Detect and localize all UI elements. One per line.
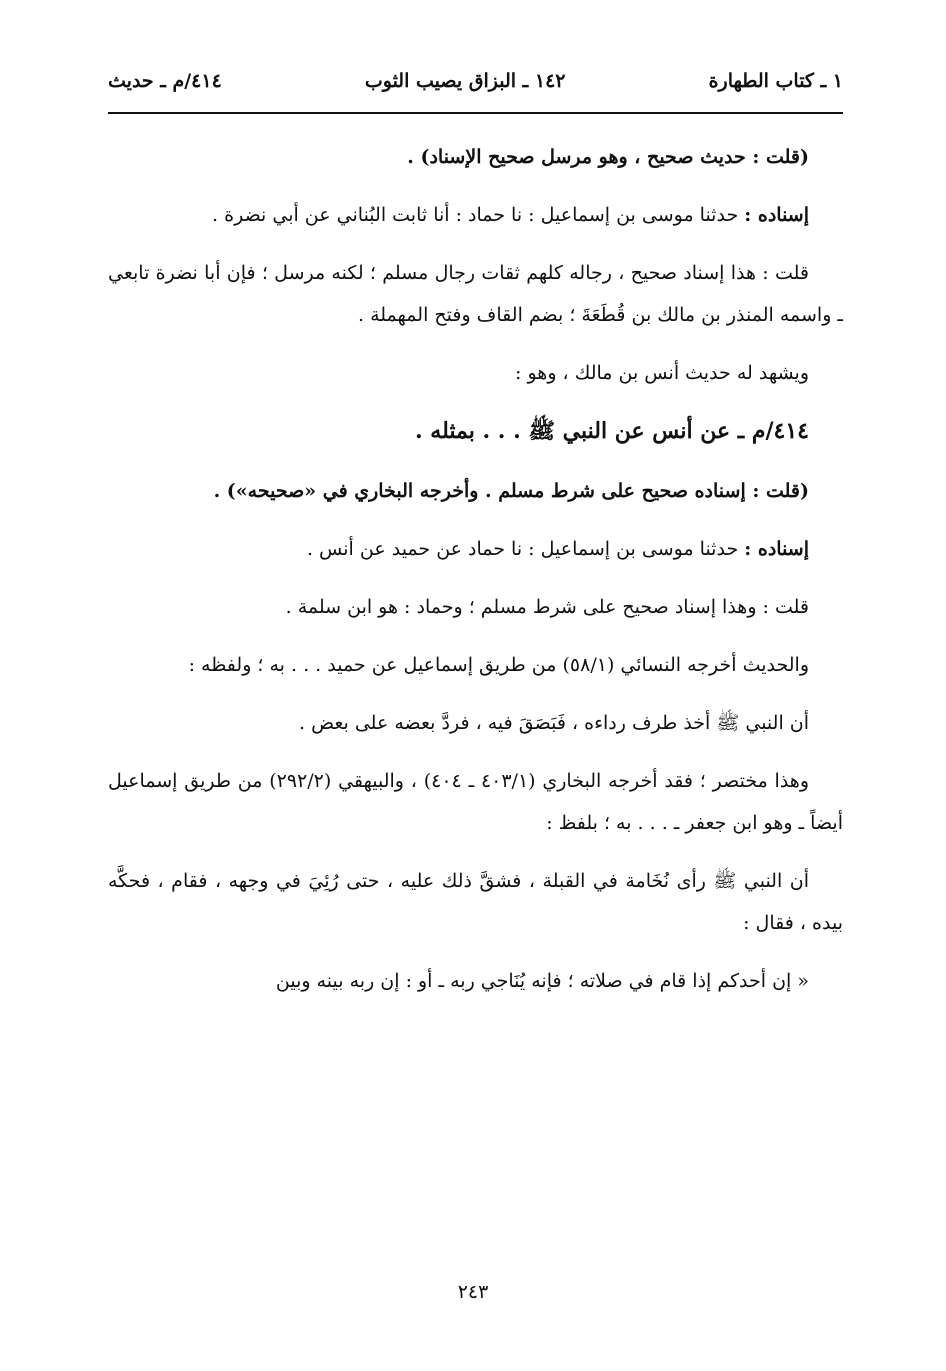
header-book-title: ١ ـ كتاب الطهارة xyxy=(708,70,843,92)
paragraph-text: « إن أحدكم إذا قام في صلاته ؛ فإنه يُنَاجي ربه ـ أو : إن ربه بينه وبين xyxy=(275,970,809,992)
paragraph-text: حدثنا موسى بن إسماعيل : نا حماد : أنا ثابت البُناني عن أبي نضرة . xyxy=(212,204,745,226)
paragraph-witness xyxy=(108,352,843,394)
paragraph-isnad xyxy=(108,528,843,570)
paragraph-text: وهذا مختصر ؛ فقد أخرجه البخاري (٤٠٣/١ ـ ٤٠٤) ، والبيهقي (٢٩٢/٢) من طريق إسماعيل أيضاً ـ وهو ابن جعفر ـ . . . به ؛ بلفظ : xyxy=(108,770,843,834)
paragraph-text: قلت : هذا إسناد صحيح ، رجاله كلهم ثقات رجال مسلم ؛ لكنه مرسل ؛ فإن أبا نضرة تابعي ـ واسمه المنذر بن مالك بن قُطَعَةَ ؛ بضم القاف وفتح المهملة . xyxy=(108,262,843,326)
paragraph-text: (قلت : إسناده صحيح على شرط مسلم . وأخرجه البخاري في «صحيحه») . xyxy=(213,480,809,502)
paragraph-verdict xyxy=(108,136,843,178)
paragraph-text: أن النبي ﷺ أخذ طرف رداءه ، فَبَصَقَ فيه ، فردَّ بعضه على بعض . xyxy=(299,712,809,734)
paragraph-text: قلت : وهذا إسناد صحيح على شرط مسلم ؛ وحماد : هو ابن سلمة . xyxy=(285,596,809,618)
paragraph-text: ويشهد له حديث أنس بن مالك ، وهو : xyxy=(515,362,809,384)
header-hadith-number: ٤١٤/م ـ حديث xyxy=(108,70,222,92)
paragraph-takhrij xyxy=(108,760,843,844)
paragraph-isnad xyxy=(108,194,843,236)
paragraph-commentary xyxy=(108,586,843,628)
paragraph-text: والحديث أخرجه النسائي (٥٨/١) من طريق إسماعيل عن حميد . . . به ؛ ولفظه : xyxy=(188,654,809,676)
paragraph-commentary xyxy=(108,252,843,336)
paragraph-verdict xyxy=(108,470,843,512)
paragraph-text: (قلت : حديث صحيح ، وهو مرسل صحيح الإسناد) . xyxy=(407,146,809,168)
paragraph-quote xyxy=(108,702,843,744)
page-number: ٢٤٣ xyxy=(457,1281,489,1303)
paragraph-hadith-heading xyxy=(108,410,843,452)
paragraph-label: إسناده : xyxy=(744,204,809,226)
paragraph-label: إسناده : xyxy=(744,538,809,560)
paragraph-text: أن النبي ﷺ رأى نُخَامة في القبلة ، فشقَّ ذلك عليه ، حتى رُئِيَ في وجهه ، فقام ، فحكَّه بيده ، فقال : xyxy=(108,870,843,934)
paragraph-text: حدثنا موسى بن إسماعيل : نا حماد عن حميد عن أنس . xyxy=(306,538,745,560)
header-chapter-title: ١٤٢ ـ البزاق يصيب الثوب xyxy=(364,70,566,92)
paragraph-takhrij xyxy=(108,644,843,686)
document-page xyxy=(108,70,843,1018)
paragraph-quote xyxy=(108,860,843,944)
running-header xyxy=(108,70,843,114)
paragraph-quote xyxy=(108,960,843,1002)
page-body xyxy=(108,136,843,1002)
paragraph-text: ٤١٤/م ـ عن أنس عن النبي ﷺ . . . بمثله . xyxy=(414,418,809,444)
